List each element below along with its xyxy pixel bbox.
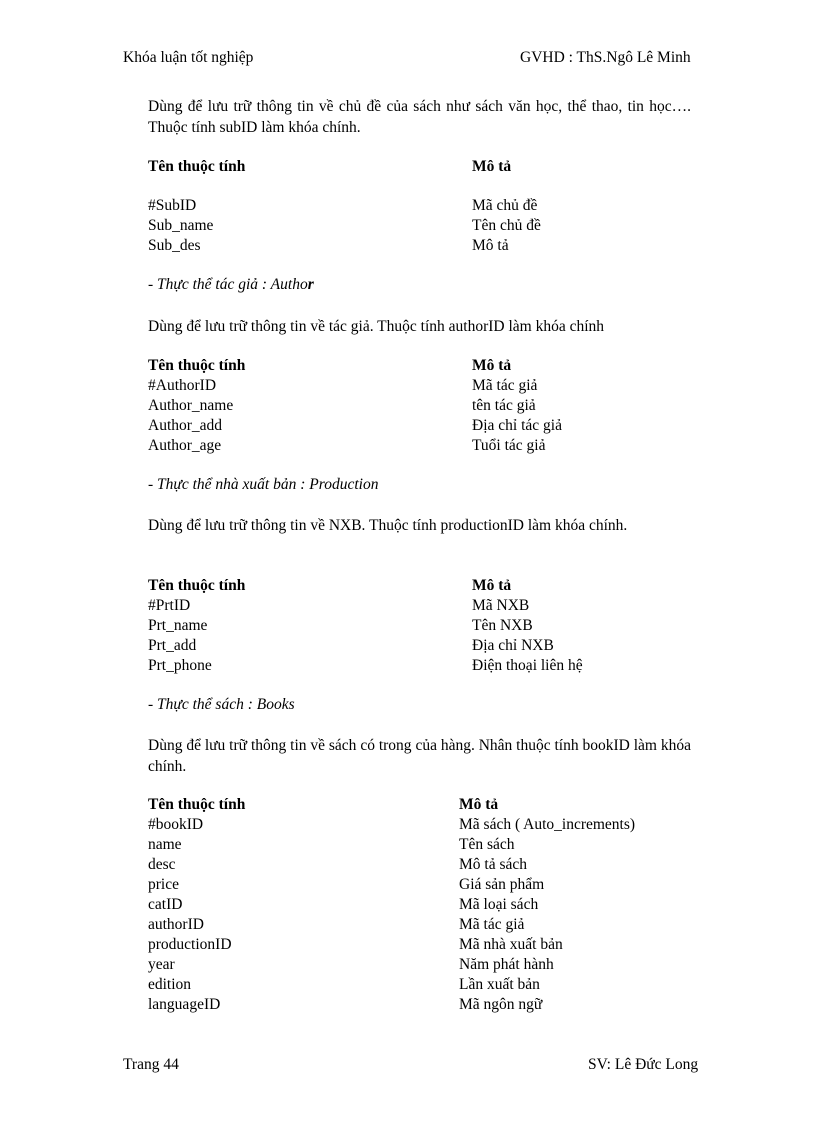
- attr-desc: Mã NXB: [472, 597, 530, 614]
- attr-name: #AuthorID: [148, 377, 217, 394]
- attr-name: productionID: [148, 936, 232, 953]
- production-paragraph: [123, 515, 691, 536]
- col-name-header: Tên thuộc tính: [148, 796, 246, 813]
- attr-name: year: [148, 956, 175, 973]
- attr-desc: Mô tả sách: [459, 856, 528, 873]
- attr-name: languageID: [148, 996, 221, 1013]
- footer-student: SV: Lê Đức Long: [588, 1056, 699, 1073]
- attr-desc: Năm phát hành: [459, 956, 554, 973]
- attr-desc: Địa chỉ tác giả: [472, 417, 562, 434]
- attr-name: price: [148, 876, 179, 893]
- attr-name: authorID: [148, 916, 204, 933]
- attr-desc: Mã tác giả: [472, 377, 538, 394]
- attr-desc: Giá sản phẩm: [459, 876, 545, 893]
- attr-desc: Mô tả: [472, 237, 509, 254]
- attr-name: desc: [148, 856, 176, 873]
- author-paragraph-text: Dùng để lưu trữ thông tin về tác giả. Thuộc tính authorID làm khóa chính: [148, 318, 605, 335]
- books-paragraph-text: Dùng để lưu trữ thông tin về sách có trong của hàng. Nhân thuộc tính bookID làm khóa chính.: [148, 737, 691, 775]
- attr-desc: Địa chỉ NXB: [472, 637, 554, 654]
- attr-desc: Mã ngôn ngữ: [459, 996, 543, 1013]
- header-left: Khóa luận tốt nghiệp: [123, 49, 254, 66]
- col-desc-header: Mô tả: [459, 796, 499, 813]
- attr-desc: Tuổi tác giả: [472, 437, 546, 454]
- attr-name: Sub_des: [148, 237, 201, 254]
- section-heading-author: [148, 276, 314, 294]
- attr-name: Prt_name: [148, 617, 208, 634]
- author-paragraph: [123, 316, 691, 337]
- attr-name: Prt_add: [148, 637, 197, 654]
- attr-name: edition: [148, 976, 192, 993]
- section-heading-books: - Thực thể sách : Books: [148, 696, 295, 713]
- col-desc-header: Mô tả: [472, 158, 512, 175]
- attr-desc: Mã chủ đề: [472, 197, 538, 214]
- attr-name: catID: [148, 896, 183, 913]
- attr-desc: Tên NXB: [472, 617, 533, 634]
- attr-desc: tên tác giả: [472, 397, 536, 414]
- col-name-header: Tên thuộc tính: [148, 357, 246, 374]
- footer-page-number: Trang 44: [123, 1056, 179, 1073]
- attr-name: #bookID: [148, 816, 204, 833]
- attr-name: Sub_name: [148, 217, 214, 234]
- attr-desc: Mã sách ( Auto_increments): [459, 816, 636, 833]
- intro-paragraph: [123, 96, 691, 138]
- col-desc-header: Mô tả: [472, 357, 512, 374]
- attr-name: Author_age: [148, 437, 222, 454]
- intro-paragraph-text: Dùng để lưu trữ thông tin về chủ đề của sách như sách văn học, thể thao, tin học…. Thuộc tính subID làm khóa chính.: [148, 98, 691, 136]
- attr-desc: Tên chủ đề: [472, 217, 541, 234]
- attr-desc: Tên sách: [459, 836, 515, 853]
- section-heading-production: - Thực thể nhà xuất bản : Production: [148, 476, 379, 493]
- attr-name: Author_add: [148, 417, 223, 434]
- attr-name: name: [148, 836, 182, 853]
- attr-desc: Lần xuất bản: [459, 976, 540, 993]
- col-desc-header: Mô tả: [472, 577, 512, 594]
- col-name-header: Tên thuộc tính: [148, 577, 246, 594]
- attr-desc: Mã tác giả: [459, 916, 525, 933]
- section-heading-text: - Thực thể tác giả : Autho: [148, 276, 308, 293]
- attr-desc: Mã nhà xuất bản: [459, 936, 563, 953]
- attr-name: #PrtID: [148, 597, 191, 614]
- attr-name: #SubID: [148, 197, 197, 214]
- production-paragraph-text: Dùng để lưu trữ thông tin về NXB. Thuộc tính productionID làm khóa chính.: [148, 517, 628, 534]
- attr-desc: Điện thoại liên hệ: [472, 657, 583, 674]
- attr-name: Prt_phone: [148, 657, 212, 674]
- section-heading-tail: r: [307, 276, 314, 293]
- attr-desc: Mã loại sách: [459, 896, 539, 913]
- header-right: GVHD : ThS.Ngô Lê Minh: [520, 49, 691, 66]
- attr-name: Author_name: [148, 397, 234, 414]
- col-name-header: Tên thuộc tính: [148, 158, 246, 175]
- books-paragraph: [123, 735, 691, 777]
